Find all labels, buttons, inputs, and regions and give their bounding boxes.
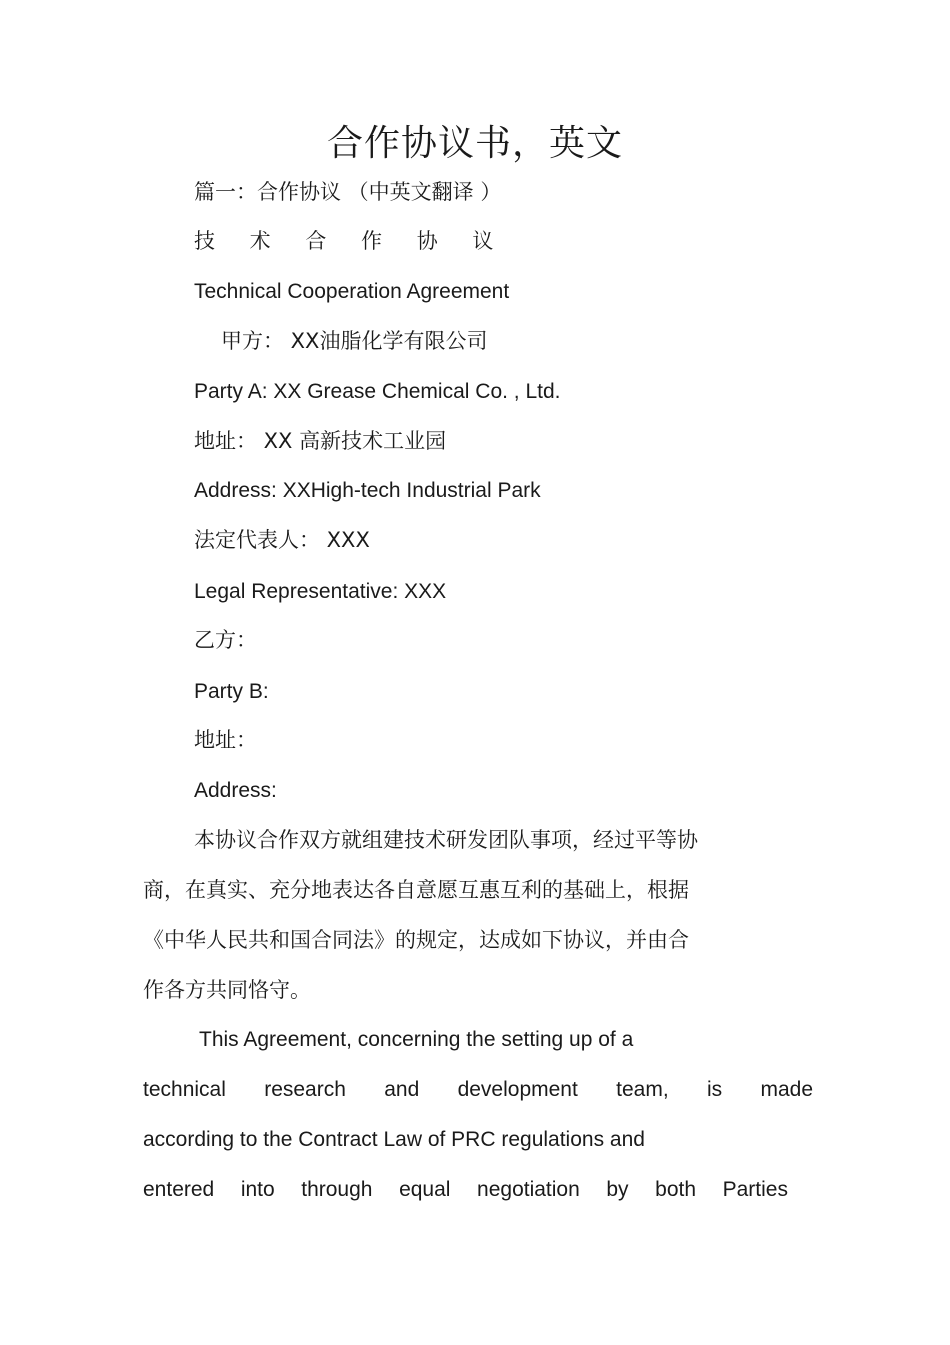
word: into <box>240 1178 275 1201</box>
legal-rep-en: Legal Representative: XXX <box>194 580 447 603</box>
cn-agreement-heading: 技 术 合 作 协 议 <box>194 229 508 253</box>
word: through <box>301 1178 373 1201</box>
intro-cn-line: 作各方共同恪守。 <box>143 978 311 1002</box>
word: made <box>760 1078 813 1101</box>
word: entered <box>143 1178 215 1201</box>
intro-cn-line: 本协议合作双方就组建技术研发团队事项，经过平等协 <box>194 828 698 852</box>
word: equal <box>399 1178 451 1201</box>
word: negotiation <box>477 1178 580 1201</box>
word: and <box>384 1078 420 1101</box>
address-b-cn: 地址： <box>194 728 257 752</box>
address-a-cn: 地址： XX 高新技术工业园 <box>194 429 447 453</box>
intro-en-line-justified <box>143 1175 788 1205</box>
en-agreement-heading: Technical Cooperation Agreement <box>194 280 510 303</box>
party-b-en: Party B: <box>194 680 269 703</box>
word: team, <box>616 1078 669 1101</box>
intro-cn-line: 《中华人民共和国合同法》的规定，达成如下协议，并由合 <box>143 928 689 952</box>
document-title: 合作协议书，英文 <box>326 123 623 164</box>
party-a-en: Party A: XX Grease Chemical Co. , Ltd. <box>194 380 561 403</box>
address-a-en: Address: XXHigh-tech Industrial Park <box>194 479 541 502</box>
legal-rep-cn: 法定代表人： XXX <box>194 528 370 552</box>
word: both <box>655 1178 697 1201</box>
intro-en-line: according to the Contract Law of PRC regulations and <box>143 1128 645 1151</box>
intro-en-line-justified <box>143 1075 813 1105</box>
party-a-cn: 甲方： XX油脂化学有限公司 <box>221 329 488 353</box>
chapter-heading: 篇一：合作协议 （中英文翻译 ） <box>194 180 502 204</box>
intro-en-line: This Agreement, concerning the setting up of a <box>199 1028 634 1051</box>
intro-cn-line: 商，在真实、充分地表达各自意愿互惠互利的基础上，根据 <box>143 878 689 902</box>
word: Parties <box>722 1178 788 1201</box>
party-b-cn: 乙方： <box>194 628 257 652</box>
word: by <box>606 1178 629 1201</box>
address-b-en: Address: <box>194 779 277 802</box>
word: research <box>264 1078 346 1101</box>
word: development <box>457 1078 578 1101</box>
word: technical <box>143 1078 226 1101</box>
word: is <box>706 1078 723 1101</box>
